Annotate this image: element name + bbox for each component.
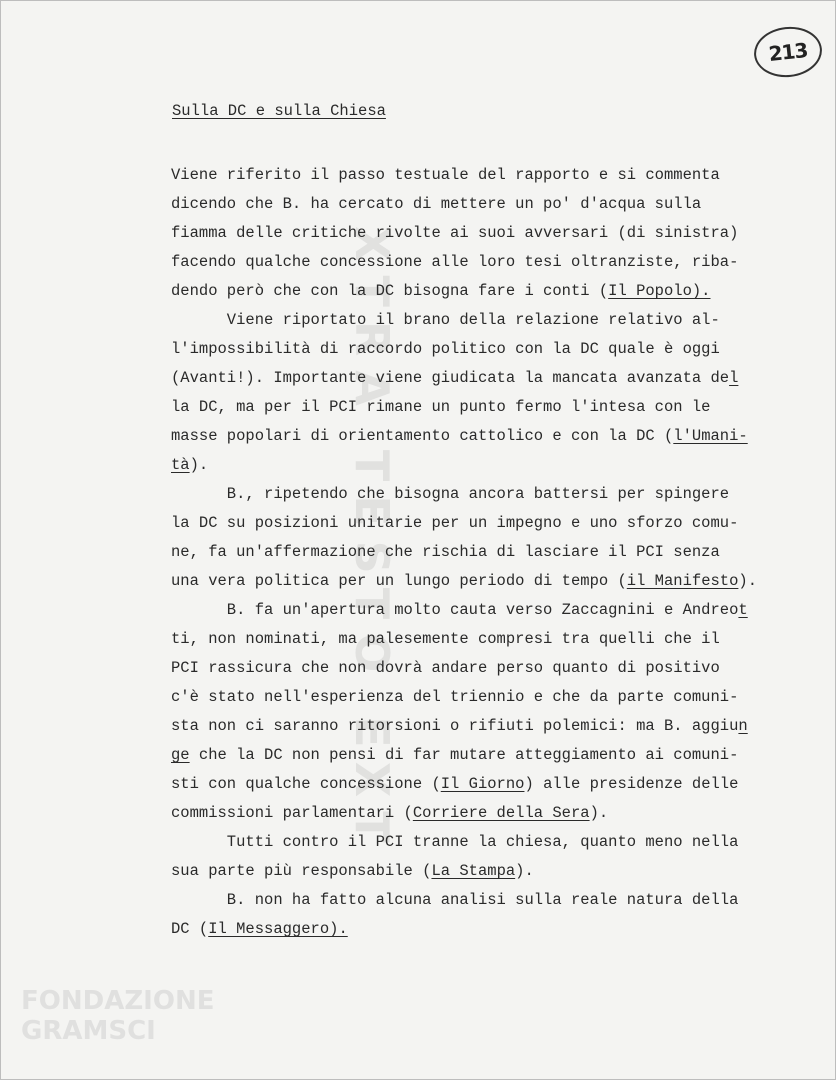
text-segment: B. fa un'apertura molto cauta verso Zaccagnini e Andreo — [171, 601, 739, 619]
text-line — [171, 828, 771, 857]
text-segment: PCI rassicura che non dovrà andare perso quanto di positivo — [171, 659, 720, 677]
underlined-source: Il Giorno — [440, 775, 525, 793]
text-line — [171, 538, 771, 567]
text-segment: l'impossibilità di raccordo politico con la DC quale è oggi — [171, 340, 720, 358]
watermark-text: XTRA TESTO EXT — [345, 225, 399, 857]
text-line — [171, 161, 771, 190]
underlined-source: La Stampa — [431, 862, 516, 880]
text-segment: commissioni parlamentari ( — [171, 804, 413, 822]
text-segment: fiamma delle critiche rivolte ai suoi avversari (di sinistra) — [171, 224, 739, 242]
text-line — [171, 451, 771, 480]
underlined-source: Corriere della Sera — [412, 804, 590, 822]
text-line — [171, 219, 771, 248]
text-line — [171, 596, 771, 625]
text-segment: ne, fa un'affermazione che rischia di lasciare il PCI senza — [171, 543, 720, 561]
text-line — [171, 625, 771, 654]
text-line — [171, 654, 771, 683]
watermark-logo — [21, 986, 214, 1046]
text-line — [171, 509, 771, 538]
text-segment: sua parte più responsabile ( — [171, 862, 432, 880]
text-segment: Tutti contro il PCI tranne la chiesa, quanto meno nella — [171, 833, 739, 851]
text-segment: dendo però che con la DC bisogna fare i conti ( — [171, 282, 609, 300]
text-line — [171, 741, 771, 770]
text-segment: (Avanti!). Importante viene giudicata la mancata avanzata de — [171, 369, 730, 387]
text-segment: ). — [189, 456, 209, 474]
text-segment: la DC su posizioni unitarie per un impegno e uno sforzo comu- — [171, 514, 739, 532]
text-line — [171, 567, 771, 596]
underlined-source: l'Umani- — [673, 427, 748, 445]
text-segment: che la DC non pensi di far mutare atteggiamento ai comuni- — [189, 746, 739, 764]
text-line — [171, 886, 771, 915]
section-heading: Sulla DC e sulla Chiesa — [172, 102, 386, 120]
underlined-source: Il Popolo). — [608, 282, 711, 300]
text-line — [171, 712, 771, 741]
text-line — [171, 248, 771, 277]
underlined-source: ge — [171, 746, 190, 764]
underlined-source: n — [738, 717, 748, 735]
watermark-logo-line1: FONDAZIONE — [21, 986, 215, 1016]
text-line — [171, 683, 771, 712]
text-line — [171, 480, 771, 509]
text-segment: masse popolari di orientamento cattolico e con la DC ( — [171, 427, 674, 445]
text-segment: DC ( — [171, 920, 209, 938]
text-line — [171, 393, 771, 422]
text-segment: B. non ha fatto alcuna analisi sulla reale natura della — [171, 891, 739, 909]
text-segment: ). — [589, 804, 609, 822]
underlined-source: il Manifesto — [626, 572, 739, 590]
text-segment: facendo qualche concessione alle loro tesi oltranziste, riba- — [171, 253, 739, 271]
watermark-logo-line2: GRAMSCI — [21, 1016, 156, 1046]
text-segment: sta non ci saranno ritorsioni o rifiuti polemici: ma B. aggiu — [171, 717, 739, 735]
underlined-source: tà — [171, 456, 190, 474]
text-segment: sti con qualche concessione ( — [171, 775, 441, 793]
underlined-source: l — [729, 369, 739, 387]
text-line — [171, 799, 771, 828]
handwritten-page-number: 213 — [752, 24, 825, 81]
text-line — [171, 857, 771, 886]
text-segment: c'è stato nell'esperienza del triennio e che da parte comuni- — [171, 688, 739, 706]
text-line — [171, 190, 771, 219]
text-line — [171, 306, 771, 335]
text-segment: Viene riportato il brano della relazione relativo al- — [171, 311, 720, 329]
text-segment: ti, non nominati, ma palesemente compresi tra quelli che il — [171, 630, 720, 648]
text-segment: ). — [515, 862, 534, 880]
text-segment: dicendo che B. ha cercato di mettere un po' d'acqua sulla — [171, 195, 702, 213]
underlined-source: t — [738, 601, 748, 619]
text-segment: ) alle presidenze delle — [524, 775, 739, 793]
text-line — [171, 364, 771, 393]
text-line — [171, 915, 771, 944]
text-segment: una vera politica per un lungo periodo di tempo ( — [171, 572, 627, 590]
text-segment: Viene riferito il passo testuale del rapporto e si commenta — [171, 166, 720, 184]
text-line — [171, 277, 771, 306]
text-segment: la DC, ma per il PCI rimane un punto fermo l'intesa con le — [171, 398, 711, 416]
text-segment: B., ripetendo che bisogna ancora battersi per spingere — [171, 485, 730, 503]
text-segment: ). — [738, 572, 758, 590]
text-line — [171, 422, 771, 451]
underlined-source: Il Messaggero). — [208, 920, 348, 938]
text-line — [171, 335, 771, 364]
body-text — [171, 161, 771, 944]
text-line — [171, 770, 771, 799]
